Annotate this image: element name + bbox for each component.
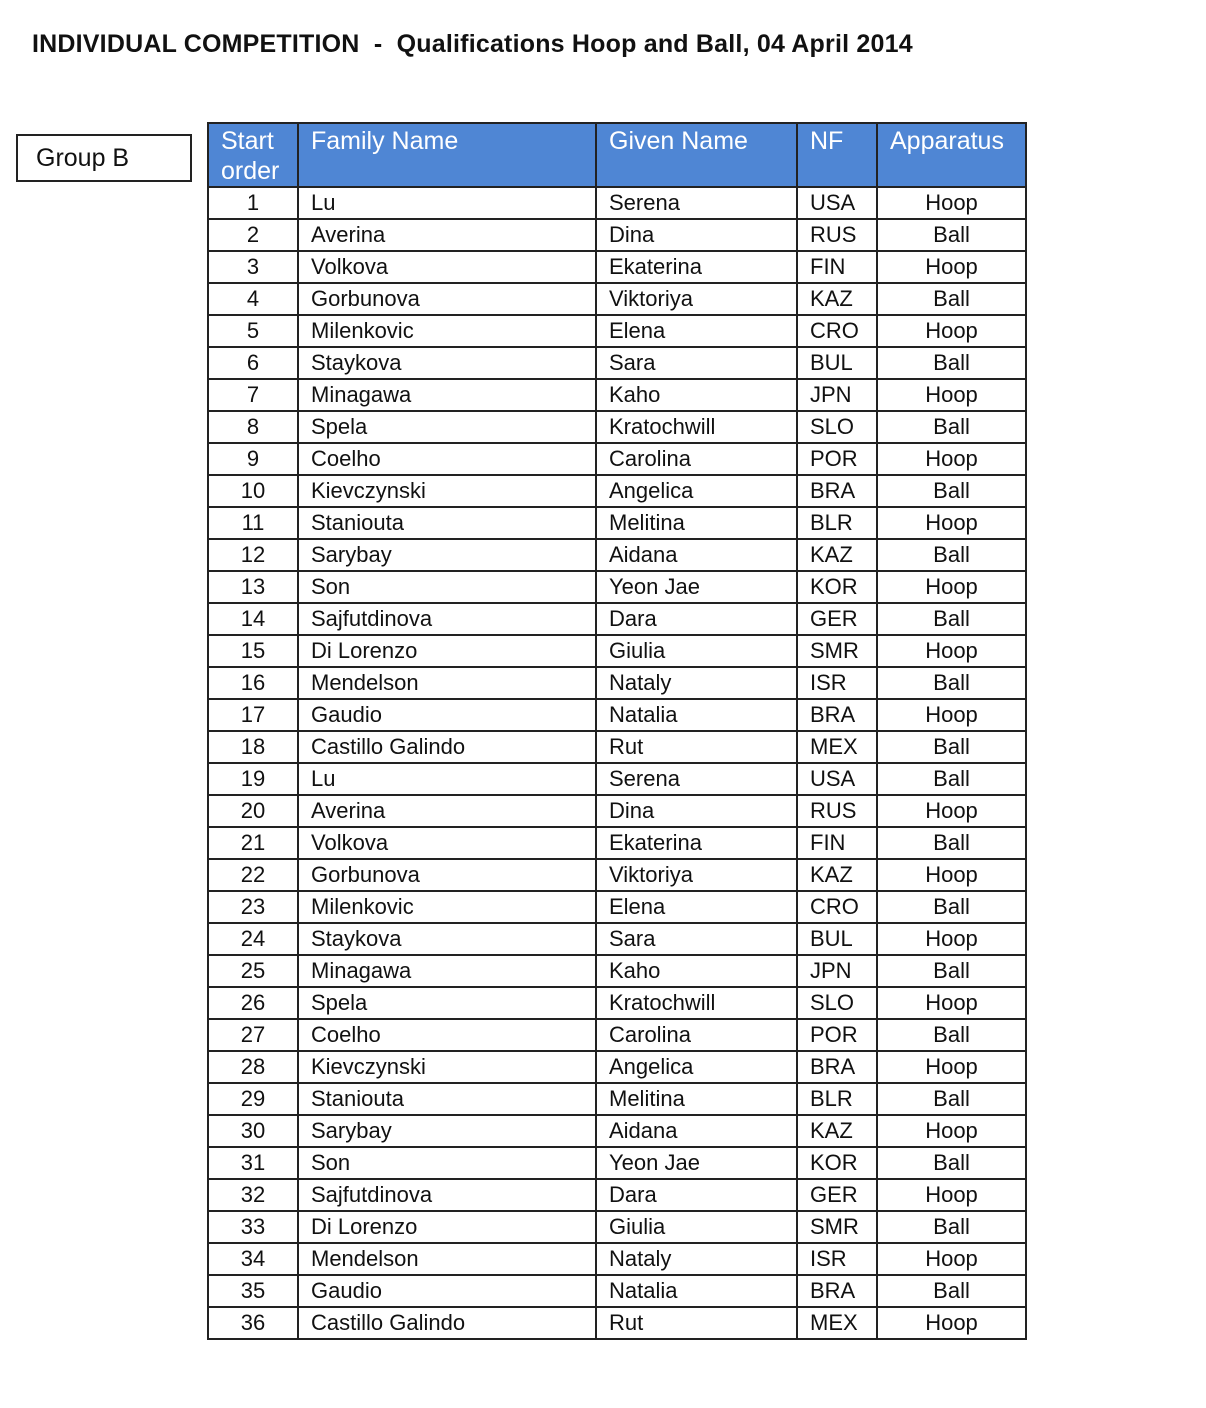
cell-family-name: Milenkovic	[298, 891, 596, 923]
cell-given-name: Serena	[596, 187, 797, 219]
cell-family-name: Kievczynski	[298, 475, 596, 507]
cell-nf: POR	[797, 443, 877, 475]
table-row	[208, 699, 1026, 731]
cell-apparatus: Ball	[877, 1147, 1026, 1179]
cell-given-name: Rut	[596, 1307, 797, 1339]
cell-nf: FIN	[797, 251, 877, 283]
cell-family-name: Coelho	[298, 443, 596, 475]
cell-apparatus: Hoop	[877, 987, 1026, 1019]
cell-nf: BRA	[797, 475, 877, 507]
table-row	[208, 1179, 1026, 1211]
cell-start-order: 14	[208, 603, 298, 635]
table-row	[208, 1051, 1026, 1083]
cell-family-name: Staniouta	[298, 1083, 596, 1115]
cell-start-order: 27	[208, 1019, 298, 1051]
cell-given-name: Viktoriya	[596, 859, 797, 891]
cell-start-order: 17	[208, 699, 298, 731]
cell-start-order: 8	[208, 411, 298, 443]
cell-given-name: Kratochwill	[596, 411, 797, 443]
cell-nf: CRO	[797, 891, 877, 923]
cell-given-name: Dina	[596, 219, 797, 251]
table-row	[208, 571, 1026, 603]
cell-start-order: 4	[208, 283, 298, 315]
cell-family-name: Minagawa	[298, 955, 596, 987]
table-row	[208, 379, 1026, 411]
cell-apparatus: Ball	[877, 955, 1026, 987]
cell-start-order: 30	[208, 1115, 298, 1147]
cell-family-name: Staykova	[298, 923, 596, 955]
cell-family-name: Mendelson	[298, 1243, 596, 1275]
cell-given-name: Carolina	[596, 1019, 797, 1051]
cell-apparatus: Ball	[877, 731, 1026, 763]
cell-given-name: Natalia	[596, 699, 797, 731]
cell-apparatus: Hoop	[877, 315, 1026, 347]
cell-nf: CRO	[797, 315, 877, 347]
cell-given-name: Rut	[596, 731, 797, 763]
cell-given-name: Sara	[596, 923, 797, 955]
table-row	[208, 187, 1026, 219]
cell-family-name: Gorbunova	[298, 283, 596, 315]
cell-nf: BRA	[797, 1051, 877, 1083]
cell-nf: BRA	[797, 699, 877, 731]
cell-start-order: 31	[208, 1147, 298, 1179]
cell-start-order: 23	[208, 891, 298, 923]
cell-apparatus: Hoop	[877, 859, 1026, 891]
cell-apparatus: Hoop	[877, 507, 1026, 539]
cell-apparatus: Hoop	[877, 1179, 1026, 1211]
cell-start-order: 12	[208, 539, 298, 571]
cell-family-name: Sarybay	[298, 539, 596, 571]
cell-family-name: Gaudio	[298, 699, 596, 731]
table-row	[208, 923, 1026, 955]
page-title: INDIVIDUAL COMPETITION - Qualifications Hoop and Ball, 04 April 2014	[32, 30, 913, 58]
cell-apparatus: Ball	[877, 1019, 1026, 1051]
cell-family-name: Staniouta	[298, 507, 596, 539]
cell-given-name: Kaho	[596, 955, 797, 987]
cell-start-order: 24	[208, 923, 298, 955]
cell-nf: JPN	[797, 379, 877, 411]
cell-apparatus: Ball	[877, 219, 1026, 251]
cell-nf: RUS	[797, 219, 877, 251]
cell-family-name: Staykova	[298, 347, 596, 379]
column-header-nf: NF	[797, 123, 877, 187]
cell-nf: USA	[797, 187, 877, 219]
cell-nf: KAZ	[797, 539, 877, 571]
cell-family-name: Son	[298, 1147, 596, 1179]
table-row	[208, 987, 1026, 1019]
cell-apparatus: Hoop	[877, 443, 1026, 475]
cell-given-name: Carolina	[596, 443, 797, 475]
table-row	[208, 603, 1026, 635]
cell-family-name: Sarybay	[298, 1115, 596, 1147]
table-row	[208, 859, 1026, 891]
cell-nf: SLO	[797, 411, 877, 443]
cell-apparatus: Ball	[877, 667, 1026, 699]
table-row	[208, 763, 1026, 795]
cell-family-name: Volkova	[298, 251, 596, 283]
cell-given-name: Nataly	[596, 1243, 797, 1275]
cell-nf: BUL	[797, 347, 877, 379]
cell-apparatus: Ball	[877, 1083, 1026, 1115]
table-row	[208, 315, 1026, 347]
cell-start-order: 13	[208, 571, 298, 603]
table-row	[208, 1083, 1026, 1115]
column-header-start-order: Start order	[208, 123, 298, 187]
cell-given-name: Serena	[596, 763, 797, 795]
cell-given-name: Nataly	[596, 667, 797, 699]
cell-nf: KAZ	[797, 859, 877, 891]
cell-start-order: 35	[208, 1275, 298, 1307]
cell-nf: BLR	[797, 507, 877, 539]
cell-start-order: 9	[208, 443, 298, 475]
cell-given-name: Natalia	[596, 1275, 797, 1307]
cell-nf: JPN	[797, 955, 877, 987]
cell-given-name: Aidana	[596, 1115, 797, 1147]
cell-family-name: Castillo Galindo	[298, 1307, 596, 1339]
cell-start-order: 3	[208, 251, 298, 283]
cell-apparatus: Ball	[877, 891, 1026, 923]
cell-family-name: Di Lorenzo	[298, 1211, 596, 1243]
cell-nf: BUL	[797, 923, 877, 955]
cell-start-order: 15	[208, 635, 298, 667]
cell-given-name: Ekaterina	[596, 251, 797, 283]
cell-start-order: 20	[208, 795, 298, 827]
cell-nf: SMR	[797, 1211, 877, 1243]
cell-apparatus: Ball	[877, 1211, 1026, 1243]
cell-family-name: Mendelson	[298, 667, 596, 699]
cell-start-order: 34	[208, 1243, 298, 1275]
cell-given-name: Melitina	[596, 1083, 797, 1115]
cell-given-name: Kaho	[596, 379, 797, 411]
cell-given-name: Dara	[596, 1179, 797, 1211]
table-row	[208, 251, 1026, 283]
table-row	[208, 891, 1026, 923]
cell-given-name: Kratochwill	[596, 987, 797, 1019]
cell-family-name: Lu	[298, 187, 596, 219]
cell-nf: RUS	[797, 795, 877, 827]
cell-start-order: 19	[208, 763, 298, 795]
table-row	[208, 347, 1026, 379]
cell-apparatus: Hoop	[877, 1115, 1026, 1147]
cell-family-name: Spela	[298, 411, 596, 443]
cell-apparatus: Hoop	[877, 795, 1026, 827]
cell-nf: KAZ	[797, 283, 877, 315]
cell-start-order: 28	[208, 1051, 298, 1083]
table-row	[208, 1115, 1026, 1147]
cell-family-name: Averina	[298, 219, 596, 251]
cell-given-name: Angelica	[596, 475, 797, 507]
cell-family-name: Coelho	[298, 1019, 596, 1051]
cell-given-name: Viktoriya	[596, 283, 797, 315]
cell-given-name: Elena	[596, 891, 797, 923]
group-label: Group B	[16, 134, 192, 182]
cell-given-name: Giulia	[596, 1211, 797, 1243]
cell-start-order: 29	[208, 1083, 298, 1115]
cell-start-order: 7	[208, 379, 298, 411]
cell-start-order: 21	[208, 827, 298, 859]
cell-given-name: Giulia	[596, 635, 797, 667]
cell-nf: SMR	[797, 635, 877, 667]
cell-family-name: Milenkovic	[298, 315, 596, 347]
table-row	[208, 283, 1026, 315]
cell-given-name: Yeon Jae	[596, 1147, 797, 1179]
cell-given-name: Yeon Jae	[596, 571, 797, 603]
table-row	[208, 539, 1026, 571]
cell-apparatus: Hoop	[877, 379, 1026, 411]
column-header-given-name: Given Name	[596, 123, 797, 187]
table-row	[208, 475, 1026, 507]
table-header-row	[208, 123, 1026, 187]
cell-family-name: Di Lorenzo	[298, 635, 596, 667]
cell-given-name: Elena	[596, 315, 797, 347]
table-row	[208, 1019, 1026, 1051]
cell-start-order: 33	[208, 1211, 298, 1243]
cell-apparatus: Ball	[877, 827, 1026, 859]
cell-family-name: Minagawa	[298, 379, 596, 411]
cell-family-name: Castillo Galindo	[298, 731, 596, 763]
cell-start-order: 6	[208, 347, 298, 379]
cell-start-order: 22	[208, 859, 298, 891]
cell-nf: ISR	[797, 667, 877, 699]
start-list-table	[207, 122, 1027, 1340]
table-row	[208, 667, 1026, 699]
cell-given-name: Melitina	[596, 507, 797, 539]
cell-nf: SLO	[797, 987, 877, 1019]
cell-given-name: Angelica	[596, 1051, 797, 1083]
table-row	[208, 1147, 1026, 1179]
cell-given-name: Ekaterina	[596, 827, 797, 859]
cell-nf: MEX	[797, 1307, 877, 1339]
cell-family-name: Kievczynski	[298, 1051, 596, 1083]
table-row	[208, 827, 1026, 859]
cell-start-order: 2	[208, 219, 298, 251]
cell-apparatus: Hoop	[877, 1307, 1026, 1339]
cell-apparatus: Ball	[877, 1275, 1026, 1307]
cell-given-name: Sara	[596, 347, 797, 379]
cell-apparatus: Hoop	[877, 251, 1026, 283]
cell-nf: FIN	[797, 827, 877, 859]
cell-start-order: 5	[208, 315, 298, 347]
cell-start-order: 1	[208, 187, 298, 219]
cell-start-order: 25	[208, 955, 298, 987]
table-row	[208, 1307, 1026, 1339]
cell-apparatus: Ball	[877, 539, 1026, 571]
cell-given-name: Dina	[596, 795, 797, 827]
column-header-apparatus: Apparatus	[877, 123, 1026, 187]
cell-apparatus: Hoop	[877, 571, 1026, 603]
table-row	[208, 1211, 1026, 1243]
cell-nf: KOR	[797, 571, 877, 603]
cell-apparatus: Hoop	[877, 1051, 1026, 1083]
cell-nf: KAZ	[797, 1115, 877, 1147]
cell-family-name: Gorbunova	[298, 859, 596, 891]
cell-nf: ISR	[797, 1243, 877, 1275]
cell-family-name: Son	[298, 571, 596, 603]
cell-nf: MEX	[797, 731, 877, 763]
table-row	[208, 411, 1026, 443]
cell-family-name: Averina	[298, 795, 596, 827]
cell-family-name: Lu	[298, 763, 596, 795]
cell-apparatus: Hoop	[877, 923, 1026, 955]
cell-apparatus: Hoop	[877, 187, 1026, 219]
cell-family-name: Spela	[298, 987, 596, 1019]
cell-apparatus: Ball	[877, 603, 1026, 635]
cell-nf: GER	[797, 1179, 877, 1211]
table-row	[208, 443, 1026, 475]
cell-apparatus: Ball	[877, 475, 1026, 507]
cell-start-order: 32	[208, 1179, 298, 1211]
table-row	[208, 219, 1026, 251]
cell-apparatus: Ball	[877, 411, 1026, 443]
table-row	[208, 955, 1026, 987]
cell-family-name: Sajfutdinova	[298, 1179, 596, 1211]
cell-nf: POR	[797, 1019, 877, 1051]
cell-nf: USA	[797, 763, 877, 795]
cell-apparatus: Ball	[877, 347, 1026, 379]
table-row	[208, 507, 1026, 539]
table-row	[208, 731, 1026, 763]
table-row	[208, 1243, 1026, 1275]
column-header-family-name: Family Name	[298, 123, 596, 187]
cell-start-order: 10	[208, 475, 298, 507]
cell-apparatus: Hoop	[877, 699, 1026, 731]
cell-given-name: Aidana	[596, 539, 797, 571]
cell-family-name: Sajfutdinova	[298, 603, 596, 635]
table-row	[208, 635, 1026, 667]
cell-start-order: 26	[208, 987, 298, 1019]
cell-apparatus: Hoop	[877, 635, 1026, 667]
cell-start-order: 18	[208, 731, 298, 763]
cell-apparatus: Hoop	[877, 1243, 1026, 1275]
cell-nf: BRA	[797, 1275, 877, 1307]
table-row	[208, 795, 1026, 827]
cell-family-name: Gaudio	[298, 1275, 596, 1307]
cell-nf: GER	[797, 603, 877, 635]
cell-apparatus: Ball	[877, 283, 1026, 315]
cell-nf: BLR	[797, 1083, 877, 1115]
cell-family-name: Volkova	[298, 827, 596, 859]
cell-apparatus: Ball	[877, 763, 1026, 795]
cell-start-order: 16	[208, 667, 298, 699]
cell-nf: KOR	[797, 1147, 877, 1179]
cell-start-order: 11	[208, 507, 298, 539]
cell-given-name: Dara	[596, 603, 797, 635]
cell-start-order: 36	[208, 1307, 298, 1339]
table-row	[208, 1275, 1026, 1307]
